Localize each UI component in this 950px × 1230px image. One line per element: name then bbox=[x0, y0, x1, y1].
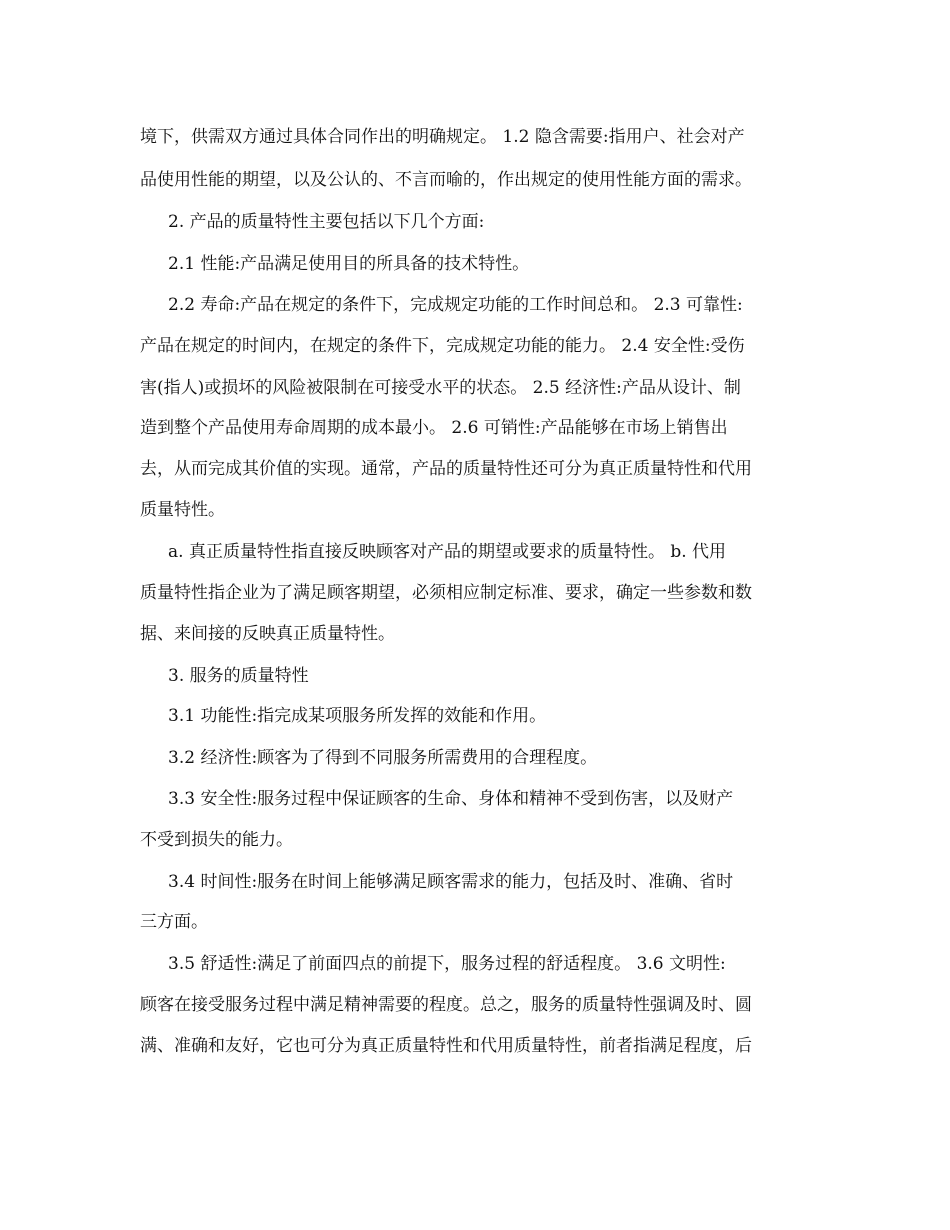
text-line: 3.4 时间性:服务在时间上能够满足顾客需求的能力，包括及时、准确、省时 bbox=[168, 872, 734, 892]
text-line: 不受到损失的能力。 bbox=[140, 830, 293, 850]
text-line: 3.1 功能性:指完成某项服务所发挥的效能和作用。 bbox=[168, 706, 547, 726]
section-heading: 3. 服务的质量特性 bbox=[168, 666, 309, 686]
text-line: 产品在规定的时间内，在规定的条件下，完成规定功能的能力。 2.4 安全性:受伤 bbox=[140, 336, 745, 356]
text-line: 3.2 经济性:顾客为了得到不同服务所需费用的合理程度。 bbox=[168, 748, 598, 768]
section-heading: 2. 产品的质量特性主要包括以下几个方面: bbox=[168, 212, 485, 232]
text-line: 品使用性能的期望，以及公认的、不言而喻的，作出规定的使用性能方面的需求。 bbox=[140, 170, 752, 190]
text-line: 三方面。 bbox=[140, 912, 208, 932]
text-line: 质量特性。 bbox=[140, 500, 225, 520]
text-line: 据、来间接的反映真正质量特性。 bbox=[140, 624, 395, 644]
text-line: 境下，供需双方通过具体合同作出的明确规定。 1.2 隐含需要:指用户、社会对产 bbox=[140, 127, 745, 147]
text-line: 造到整个产品使用寿命周期的成本最小。 2.6 可销性:产品能够在市场上销售出 bbox=[140, 418, 728, 438]
text-line: 害(指人)或损坏的风险被限制在可接受水平的状态。 2.5 经济性:产品从设计、制 bbox=[140, 378, 741, 398]
text-line: 2.1 性能:产品满足使用目的所具备的技术特性。 bbox=[168, 254, 530, 274]
text-line: 3.5 舒适性:满足了前面四点的前提下，服务过程的舒适程度。 3.6 文明性: bbox=[168, 954, 726, 974]
text-line: 满、准确和友好，它也可分为真正质量特性和代用质量特性，前者指满足程度，后 bbox=[140, 1036, 752, 1056]
text-line: 顾客在接受服务过程中满足精神需要的程度。总之，服务的质量特性强调及时、圆 bbox=[140, 995, 752, 1015]
text-line: a. 真正质量特性指直接反映顾客对产品的期望或要求的质量特性。 b. 代用 bbox=[168, 542, 727, 562]
text-line: 质量特性指企业为了满足顾客期望，必须相应制定标准、要求，确定一些参数和数 bbox=[140, 583, 752, 603]
text-line: 3.3 安全性:服务过程中保证顾客的生命、身体和精神不受到伤害，以及财产 bbox=[168, 789, 734, 809]
text-line: 去，从而完成其价值的实现。通常，产品的质量特性还可分为真正质量特性和代用 bbox=[140, 459, 752, 479]
text-line: 2.2 寿命:产品在规定的条件下，完成规定功能的工作时间总和。 2.3 可靠性: bbox=[168, 295, 743, 315]
